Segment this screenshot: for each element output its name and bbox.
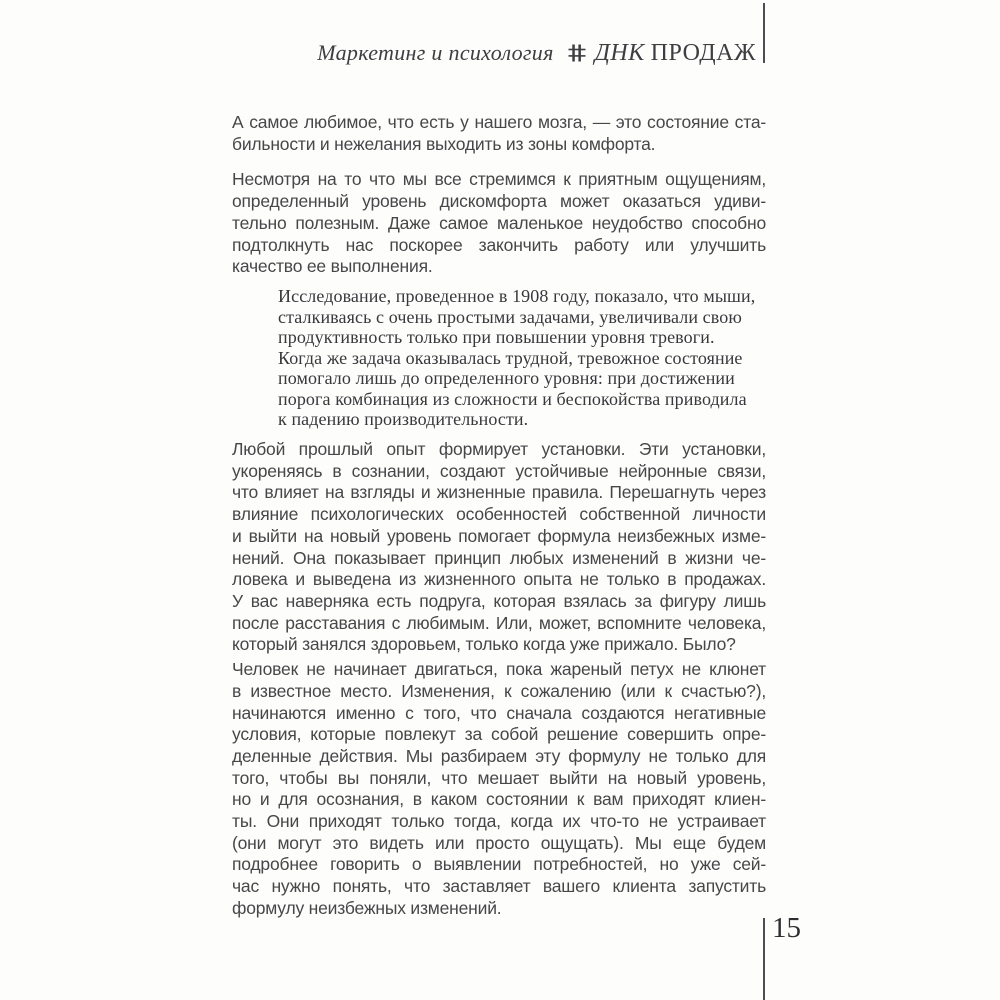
text-line: Исследование, проведенное в 1908 году, показало, что мыши,: [278, 285, 756, 306]
text-line: в известное место. Изменения, к сожалению (или к счастью?),: [232, 680, 766, 701]
paragraph: [232, 112, 766, 155]
text-line: Когда же задача оказывалась трудной, тревожное состояние: [278, 347, 743, 368]
text-line: подробнее говорить о выявлении потребностей, но уже сей-: [232, 854, 766, 875]
text-line: деленные действия. Мы разбираем эту формулу не только для: [232, 745, 766, 766]
text-line: влияние психологических особенностей собственной личности: [232, 504, 766, 525]
running-title: Маркетинг и психология: [317, 40, 554, 65]
hash-grid-icon: [568, 44, 586, 67]
running-head: [0, 40, 756, 67]
text-line: укореняясь в сознании, создают устойчивые нейронные связи,: [232, 460, 766, 481]
book-title-dnk: ДНК: [594, 40, 645, 66]
text-line: Человек не начинает двигаться, пока жареный петух не клюнет: [232, 659, 766, 680]
header-rule: [763, 3, 765, 63]
text-line: А самое любимое, что есть у нашего мозга, — это состояние ста-: [232, 112, 766, 132]
text-line: и выйти на новый уровень помогает формула неизбежных изме-: [232, 525, 766, 546]
text-line: качество ее выполнения.: [232, 256, 433, 277]
text-line: но и для осознания, в каком состоянии к вам приходят клиен-: [232, 789, 766, 810]
block-quote: [232, 286, 766, 430]
text-line: того, чтобы вы поняли, что мешает выйти на новый уровень,: [232, 767, 766, 788]
text-line: начинаются именно с того, что сначала создаются негативные: [232, 702, 766, 723]
text-line: ты. Они приходят только тогда, когда их что-то не устраивает: [232, 811, 766, 832]
text-line: после расставания с любимым. Или, может, вспомните человека,: [232, 612, 766, 633]
text-line: сталкиваясь с очень простыми задачами, увеличивали свою: [278, 306, 742, 327]
page-number: 15: [772, 912, 801, 944]
paragraph: [232, 659, 766, 919]
text-line: что влияет на взгляды и жизненные правила. Перешагнуть через: [232, 482, 766, 503]
text-line: час нужно понять, что заставляет вашего клиента запустить: [232, 876, 766, 897]
book-title-prodazh: ПРОДАЖ: [650, 40, 756, 66]
text-line: Несмотря на то что мы все стремимся к приятным ощущениям,: [232, 169, 766, 190]
text-line: продуктивность только при повышении уровня тревоги.: [278, 327, 715, 348]
text-line: подтолкнуть нас поскорее закончить работу или улучшить: [232, 234, 766, 255]
text-line: который занялся здоровьем, только когда уже прижало. Было?: [232, 634, 736, 655]
text-line: порога комбинация из сложности и беспокойства приводила: [278, 388, 747, 409]
text-line: помогало лишь до определенного уровня: при достижении: [278, 368, 735, 389]
text-line: к падению производительности.: [278, 409, 529, 430]
text-line: бильности и нежелания выходить из зоны комфорта.: [232, 133, 656, 154]
text-line: определенный уровень дискомфорта может оказаться удиви-: [232, 191, 766, 212]
text-line: ловека и выведена из жизненного опыта не только в продажах.: [232, 569, 766, 590]
text-line: У вас наверняка есть подруга, которая взялась за фигуру лишь: [232, 591, 766, 611]
text-line: формулу неизбежных изменений.: [232, 897, 502, 918]
text-line: Любой прошлый опыт формирует установки. Эти установки,: [232, 439, 766, 460]
footer-rule: [763, 918, 765, 1000]
text-column: [232, 112, 766, 920]
text-line: (они могут это видеть или просто ощущать). Мы еще будем: [232, 832, 766, 853]
paragraph: [232, 169, 766, 278]
text-line: условия, которые повлекут за собой решение совершить опре-: [232, 724, 766, 745]
text-line: нений. Она показывает принцип любых изменений в жизни че-: [232, 547, 766, 568]
text-line: тельно полезным. Даже самое маленькое неудобство способно: [232, 212, 766, 233]
paragraph: [232, 439, 766, 656]
